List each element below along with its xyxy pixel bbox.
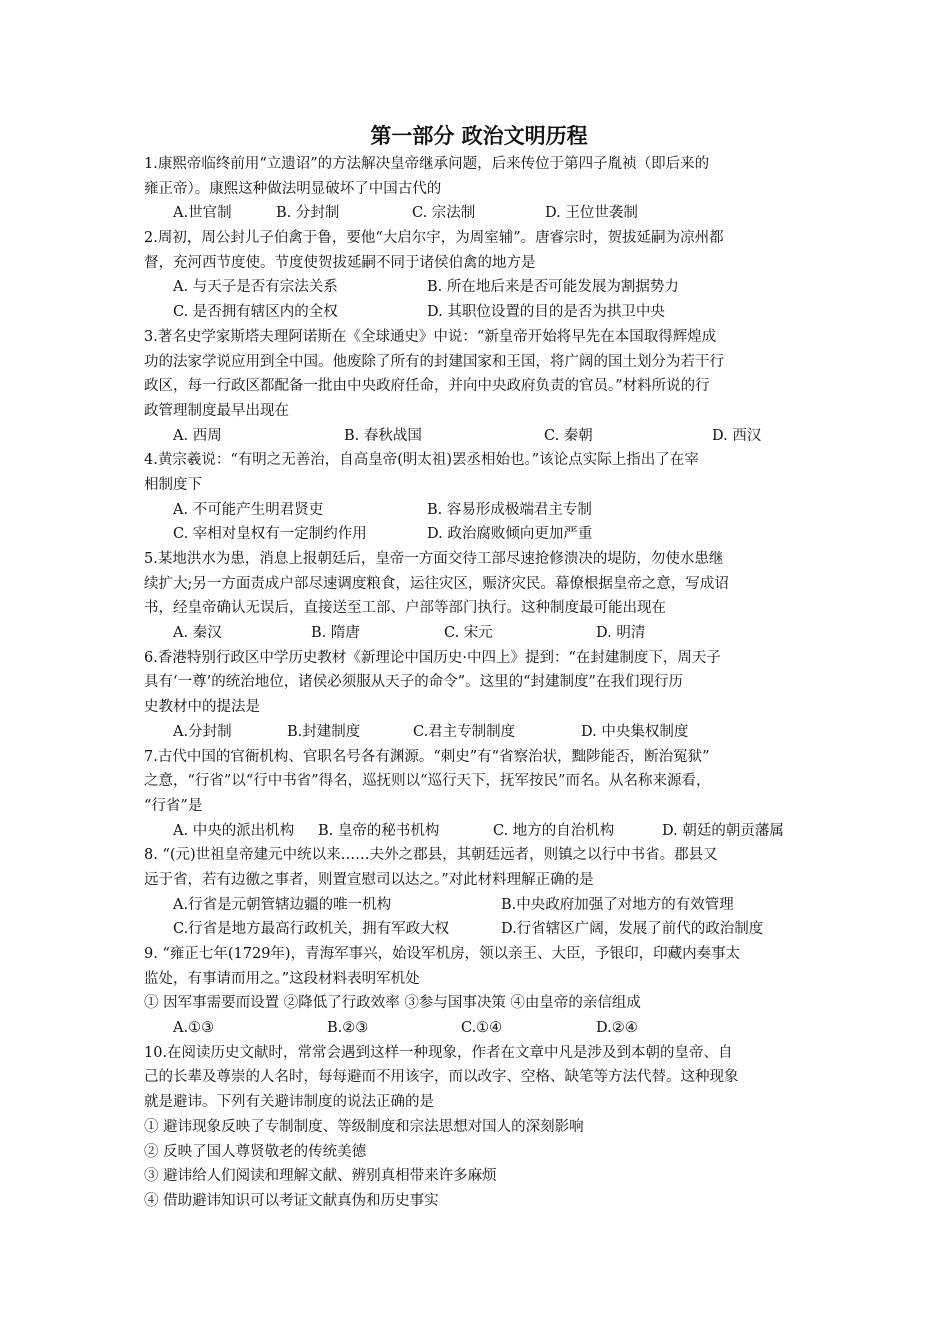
question-stem-line: 功的法家学说应用到全中国。他废除了所有的封建国家和王国，将广阔的国土划分为若干行 xyxy=(144,353,724,370)
answer-option: D. 王位世袭制 xyxy=(545,205,638,222)
answer-option: C.君主专制制度 xyxy=(413,723,516,740)
answer-option: A. 与天子是否有宗法关系 xyxy=(173,279,338,296)
answer-option: A. 秦汉 xyxy=(173,625,222,642)
option-row xyxy=(144,300,814,325)
question-stem-line: 6.香港特别行政区中学历史教材《新理论中国历史·中四上》提到：“在封建制度下，周天子 xyxy=(144,649,721,666)
question-statement: ① 因军事需要而设置 ②降低了行政效率 ③参与国事决策 ④由皇帝的亲信组成 xyxy=(144,995,641,1012)
question-stem-line: 就是避讳。下列有关避讳制度的说法正确的是 xyxy=(144,1094,434,1111)
answer-option: C. 地方的自治机构 xyxy=(493,822,615,839)
answer-option: D. 其职位设置的目的是否为拱卫中央 xyxy=(427,304,665,321)
question-stem-line: 政区，每一行政区都配备一批由中央政府任命，并向中央政府负责的官员。”材料所说的行 xyxy=(144,378,710,395)
question-stem-line: 雍正帝）。康熙这种做法明显破坏了中国古代的 xyxy=(144,180,442,197)
answer-option: C. 宰相对皇权有一定制约作用 xyxy=(173,526,367,543)
question-statement: ④ 借助避讳知识可以考证文献真伪和历史事实 xyxy=(144,1192,439,1209)
answer-option: D.②④ xyxy=(596,1020,638,1037)
question-stem-line: 监处，有事请而用之。”这段材料表明军机处 xyxy=(144,970,420,987)
question-stem-line: 远于省，若有边徼之事者，则置宣慰司以达之。”对此材料理解正确的是 xyxy=(144,871,594,888)
option-row xyxy=(144,275,814,300)
question-stem-line: 续扩大;另一方面责成户部尽速调度粮食，运往灾区，赈济灾民。幕僚根据皇帝之意，写成诏 xyxy=(144,575,729,592)
answer-option: C. 宋元 xyxy=(444,625,493,642)
question-stem-line: 政管理制度最早出现在 xyxy=(144,402,289,419)
answer-option: A. 不可能产生明君贤吏 xyxy=(173,501,324,518)
question-stem-line: 8. “(元)世祖皇帝建元中统以来……夫外之郡县，其朝廷远者，则镇之以行中书省。郡县又 xyxy=(144,847,718,864)
answer-option: D. 政治腐败倾向更加严重 xyxy=(427,526,593,543)
question-stem-line: “行省”是 xyxy=(144,797,203,814)
answer-option: B. 隋唐 xyxy=(311,625,360,642)
question-statement: ② 反映了国人尊贤敬老的传统美德 xyxy=(144,1143,367,1160)
option-row xyxy=(144,720,814,745)
question-7 xyxy=(144,745,814,844)
answer-option: D. 中央集权制度 xyxy=(581,723,689,740)
question-2 xyxy=(144,226,814,325)
answer-option: B. 分封制 xyxy=(276,205,340,222)
answer-option: D. 明清 xyxy=(596,625,646,642)
question-stem-line: 书，经皇帝确认无误后，直接送至工部、户部等部门执行。这种制度最可能出现在 xyxy=(144,600,666,617)
option-row xyxy=(144,819,814,844)
question-stem-line: 之意，“行省”以“行中书省”得名，巡抚则以“巡行天下，抚军按民”而名。从名称来源看， xyxy=(144,773,711,790)
question-stem-line: 史教材中的提法是 xyxy=(144,699,260,716)
question-stem-line: 1.康熙帝临终前用“立遗诏”的方法解决皇帝继承问题，后来传位于第四子胤祯（即后来的 xyxy=(144,156,710,172)
answer-option: A. 中央的派出机构 xyxy=(173,822,295,839)
question-8 xyxy=(144,843,814,942)
answer-option: B.中央政府加强了对地方的有效管理 xyxy=(501,896,734,913)
option-row xyxy=(144,1016,814,1041)
question-stem-line: 具有‘一尊’的统治地位，诸侯必须服从天子的命令”。这里的“封建制度”在我们现行历 xyxy=(144,674,683,691)
exam-page xyxy=(144,122,814,1214)
option-row xyxy=(144,498,814,523)
question-10 xyxy=(144,1041,814,1214)
option-row xyxy=(144,621,814,646)
answer-option: C. 秦朝 xyxy=(544,427,593,444)
page-title: 第一部分 政治文明历程 xyxy=(370,124,588,148)
answer-option: C. 宗法制 xyxy=(412,205,476,222)
answer-option: A. 西周 xyxy=(173,427,222,444)
question-4 xyxy=(144,448,814,547)
question-stem-line: 9. “雍正七年(1729年)，青海军事兴，始设军机房，领以亲王、大臣，予银印，印藏内奏事太 xyxy=(144,946,741,962)
question-stem-line: 7.古代中国的官衙机构、官职名号各有渊源。“刺史”有“省察治状，黜陟能否，断治冤狱” xyxy=(144,748,710,765)
answer-option: D. 朝廷的朝贡藩属 xyxy=(662,822,784,839)
question-stem-line: 己的长辈及尊崇的人名时，每每避而不用该字，而以改字、空格、缺笔等方法代替。这种现象 xyxy=(144,1069,739,1086)
answer-option: B.封建制度 xyxy=(287,723,361,740)
question-stem-line: 5.某地洪水为患，消息上报朝廷后，皇帝一方面交待工部尽速抢修溃决的堤防，勿使水患继 xyxy=(144,551,724,567)
answer-option: C. 是否拥有辖区内的全权 xyxy=(173,304,338,321)
option-row xyxy=(144,201,814,226)
question-stem-line: 10.在阅读历史文献时，常常会遇到这样一种现象，作者在文章中凡是涉及到本朝的皇帝、自 xyxy=(144,1044,733,1061)
question-stem-line: 4.黄宗羲说：“有明之无善治，自高皇帝(明太祖)罢丞相始也。”该论点实际上指出了在宰 xyxy=(144,452,699,469)
question-9 xyxy=(144,942,814,1041)
answer-option: C.行省是地方最高行政机关，拥有军政大权 xyxy=(173,921,450,938)
question-5 xyxy=(144,547,814,646)
answer-option: D. 西汉 xyxy=(712,427,762,444)
answer-option: B. 皇帝的秘书机构 xyxy=(318,822,440,839)
question-statement: ① 避讳现象反映了专制制度、等级制度和宗法思想对国人的深刻影响 xyxy=(144,1118,584,1135)
question-statement: ③ 避讳给人们阅读和理解文献、辨别真相带来许多麻烦 xyxy=(144,1168,497,1185)
answer-option: A.世官制 xyxy=(173,205,232,222)
question-6 xyxy=(144,646,814,745)
option-row xyxy=(144,522,814,547)
answer-option: A.分封制 xyxy=(173,723,232,740)
question-list xyxy=(144,152,814,1214)
question-stem-line: 督，充河西节度使。节度使贺拔延嗣不同于诸侯伯禽的地方是 xyxy=(144,254,536,271)
question-stem-line: 2.周初，周公封儿子伯禽于鲁，要他“大启尔宇，为周室辅”。唐睿宗时，贺拔延嗣为凉州都 xyxy=(144,230,724,247)
answer-option: B. 所在地后来是否可能发展为割据势力 xyxy=(427,279,679,296)
answer-option: D.行省辖区广阔，发展了前代的政治制度 xyxy=(501,921,764,938)
answer-option: C.①④ xyxy=(461,1020,503,1037)
answer-option: B.②③ xyxy=(327,1020,369,1037)
answer-option: B. 容易形成极端君主专制 xyxy=(427,501,592,518)
question-1 xyxy=(144,152,814,226)
answer-option: A.①③ xyxy=(173,1020,215,1037)
option-row xyxy=(144,424,814,449)
question-3 xyxy=(144,325,814,448)
option-row xyxy=(144,893,814,918)
answer-option: B. 春秋战国 xyxy=(344,427,422,444)
question-stem-line: 3.著名史学家斯塔夫理阿诺斯在《全球通史》中说：“新皇帝开始将早先在本国取得辉煌成 xyxy=(144,328,717,345)
option-row xyxy=(144,917,814,942)
answer-option: A.行省是元朝管辖边疆的唯一机构 xyxy=(173,896,392,913)
question-stem-line: 相制度下 xyxy=(144,476,202,493)
